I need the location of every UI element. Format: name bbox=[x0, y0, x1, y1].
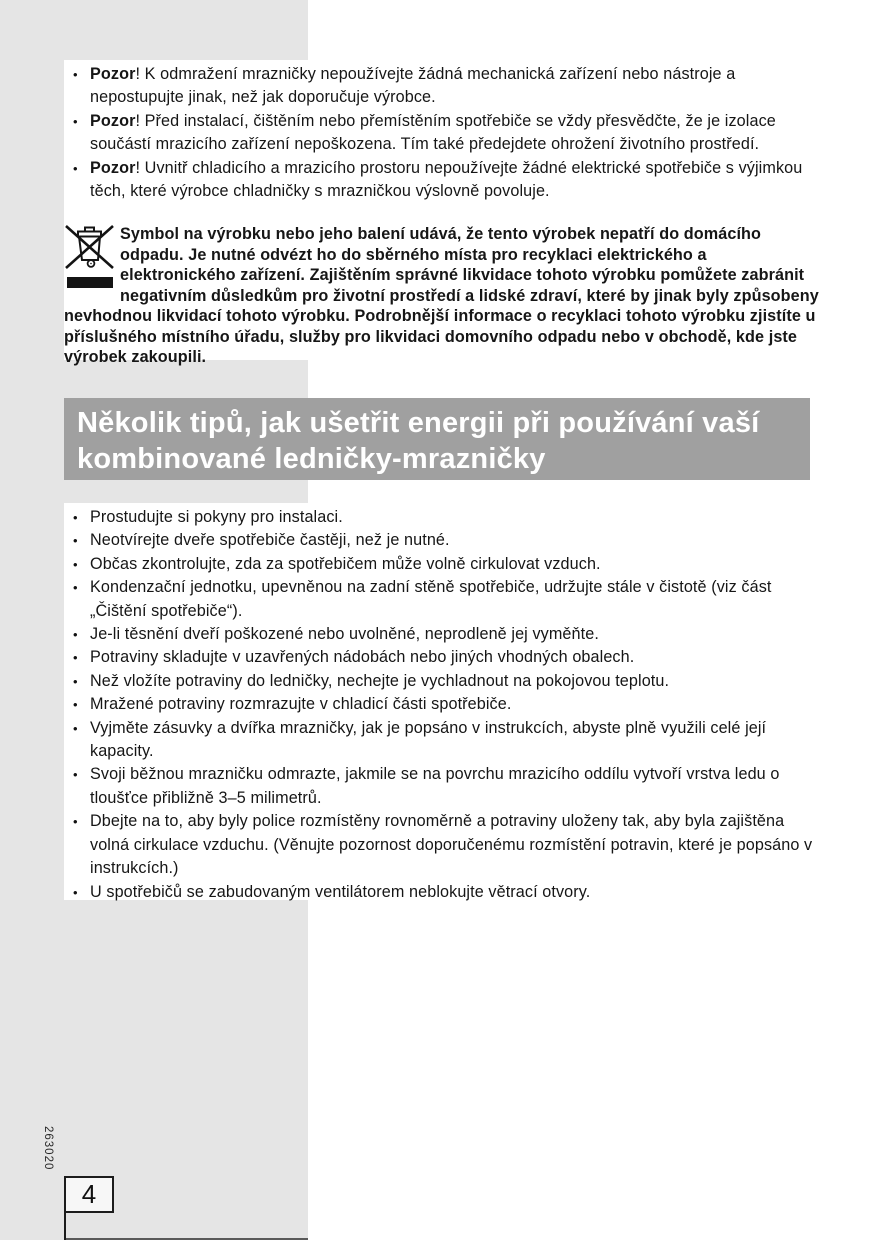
weee-text: Symbol na výrobku nebo jeho balení udává, že tento výrobek nepatří do domácího odpadu. Je nutné odvézt ho do sběrného místa pro recyklaci elektrického a elektronického zařízení. Zajištěním správné likvidace tohoto výrobku pomůžete zabránit negativním důsledkům pro životní prostředí a lidské zdraví, které by jinak byly způsobeny nevhodnou likvidací tohoto výrobku. Podrobnější informace o recyklaci tohoto výrobku zjistíte u příslušného místního úřadu, služby pro likvidaci domovního odpadu nebo v obchodě, kde jste výrobek zakoupili. bbox=[64, 225, 819, 366]
bullet-icon: • bbox=[73, 650, 78, 666]
bullet-icon: • bbox=[73, 627, 78, 643]
bullet-icon: • bbox=[73, 580, 78, 596]
document-code: 263020 bbox=[42, 1126, 54, 1171]
tip-text: Občas zkontrolujte, zda za spotřebičem může volně cirkulovat vzduch. bbox=[90, 554, 601, 573]
tip-item bbox=[64, 763, 824, 810]
tip-item bbox=[64, 717, 824, 764]
tip-text: Vyjměte zásuvky a dvířka mrazničky, jak je popsáno v instrukcích, abyste plně využili celé její kapacity. bbox=[90, 718, 767, 761]
warning-text: ! K odmražení mrazničky nepoužívejte žádná mechanická zařízení nebo nástroje a nepostupujte jinak, než jak doporučuje výrobce. bbox=[90, 65, 736, 107]
scan-gap-below-banner bbox=[64, 480, 308, 503]
bullet-icon: • bbox=[73, 720, 78, 736]
tip-item bbox=[64, 576, 824, 623]
tip-text: Prostudujte si pokyny pro instalaci. bbox=[90, 508, 343, 526]
weee-paragraph bbox=[64, 224, 824, 368]
tip-item bbox=[64, 506, 824, 529]
warning-list bbox=[64, 63, 822, 203]
tip-text: U spotřebičů se zabudovaným ventilátorem neblokujte větrací otvory. bbox=[90, 882, 591, 901]
bullet-icon: • bbox=[73, 67, 78, 82]
tips-list bbox=[64, 506, 824, 904]
warning-item bbox=[64, 63, 822, 110]
scan-margin-left bbox=[0, 0, 64, 1240]
page-number: 4 bbox=[81, 1179, 97, 1209]
scan-margin-top bbox=[64, 0, 308, 60]
section-title: Několik tipů, jak ušetřit energii při používání vaší kombinované ledničky-mrazničky bbox=[77, 407, 760, 475]
tip-item bbox=[64, 810, 824, 880]
warning-text: ! Uvnitř chladicího a mrazicího prostoru nepoužívejte žádné elektrické spotřebiče s výjimkou těch, které výrobce chladničky s mrazničkou výslovně povoluje. bbox=[90, 158, 803, 201]
warning-item bbox=[64, 157, 822, 204]
bullet-icon: • bbox=[73, 697, 78, 713]
warning-text: ! Před instalací, čištěním nebo přemístěním spotřebiče se vždy přesvědčte, že je izolace součástí mrazicího zařízení nepoškozena. Tím také předejdete ohrožení životního prostředí. bbox=[90, 111, 776, 154]
footer-rule bbox=[64, 1211, 66, 1240]
tip-text: Potraviny skladujte v uzavřených nádobách nebo jiných vhodných obalech. bbox=[90, 648, 635, 667]
warning-item bbox=[64, 110, 822, 157]
bullet-icon: • bbox=[73, 533, 78, 549]
tip-item bbox=[64, 693, 824, 716]
bullet-icon: • bbox=[73, 510, 78, 525]
warning-keyword: Pozor bbox=[90, 111, 136, 130]
tip-text: Kondenzační jednotku, upevněnou na zadní stěně spotřebiče, udržujte stále v čistotě (viz část „Čištění spotřebiče“). bbox=[90, 578, 772, 620]
tip-item bbox=[64, 881, 824, 904]
bullet-icon: • bbox=[73, 814, 78, 830]
bullet-icon: • bbox=[73, 767, 78, 783]
tip-item bbox=[64, 670, 824, 693]
tip-item bbox=[64, 623, 824, 646]
warning-keyword: Pozor bbox=[90, 158, 136, 177]
warning-keyword: Pozor bbox=[90, 65, 136, 83]
section-banner bbox=[64, 398, 810, 480]
bullet-icon: • bbox=[73, 556, 78, 572]
tip-text: Neotvírejte dveře spotřebiče častěji, než je nutné. bbox=[90, 531, 450, 550]
tip-item bbox=[64, 529, 824, 552]
bullet-icon: • bbox=[73, 113, 78, 129]
tip-text: Svoji běžnou mrazničku odmrazte, jakmile se na povrchu mrazicího oddílu vytvoří vrstva ledu o tloušťce přibližně 3–5 milimetrů. bbox=[90, 765, 780, 807]
bullet-icon: • bbox=[73, 673, 78, 689]
tip-text: Mražené potraviny rozmrazujte v chladicí části spotřebiče. bbox=[90, 695, 512, 714]
page-number-box bbox=[64, 1176, 114, 1213]
bullet-icon: • bbox=[73, 160, 78, 176]
tip-item bbox=[64, 646, 824, 669]
tip-text: Než vložíte potraviny do ledničky, nechejte je vychladnout na pokojovou teplotu. bbox=[90, 671, 670, 690]
tip-item bbox=[64, 553, 824, 576]
weee-crossed-bin-icon bbox=[64, 224, 120, 304]
bullet-icon: • bbox=[73, 884, 78, 900]
tip-text: Je-li těsnění dveří poškozené nebo uvolněné, neprodleně jej vyměňte. bbox=[90, 625, 599, 644]
tip-text: Dbejte na to, aby byly police rozmístěny rovnoměrně a potraviny uloženy tak, aby byla zajištěna volná cirkulace vzduchu. (Věnujte pozornost doporučenému rozmístění potravin, které je popsáno v instrukcích.) bbox=[90, 812, 813, 878]
